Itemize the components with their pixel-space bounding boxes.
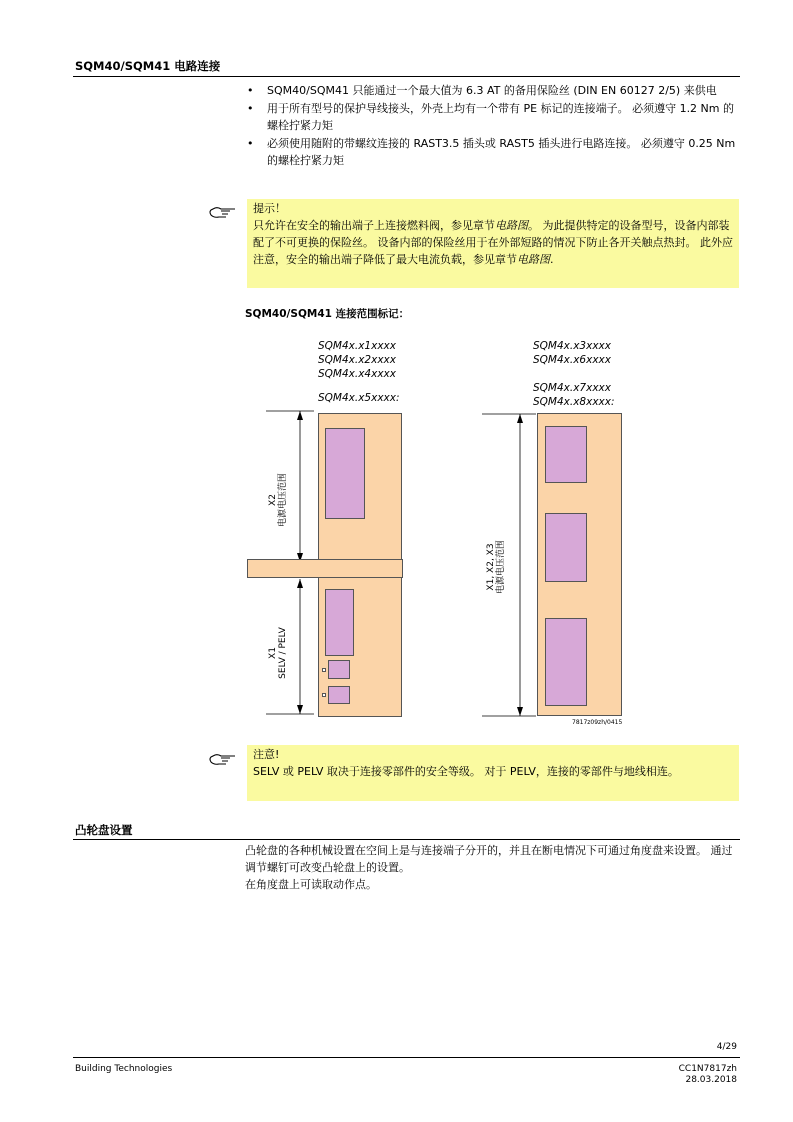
footer-rule [73,1057,740,1058]
right-model-list [533,339,615,409]
note-title: 注意! [253,748,280,761]
paragraph: 在角度盘上可读取动作点。 [245,878,377,891]
connector-pin [322,693,326,697]
list-item: • 必须使用随附的带螺纹连接的 RAST3.5 插头或 RAST5 插头进行电路连接。 必须遵守 0.25 Nm 的螺栓拧紧力矩 [245,135,740,169]
model-code: SQM4x.x1xxxx [318,340,396,352]
document-id: CC1N7817zh [678,1064,737,1074]
x2-range-label [268,450,290,550]
list-item: • SQM40/SQM41 只能通过一个最大值为 6.3 AT 的备用保险丝 (DIN EN 60127 2/5) 来供电 [245,82,740,99]
document-info [679,1064,737,1086]
model-code: SQM4x.x7xxxx [533,382,611,394]
x123-label: X1, X2, X3 [486,543,496,591]
figure-code: 7817z09zh/0415 [572,719,623,726]
x2-label: X2 [268,494,278,506]
x1-terminal-block [325,589,354,656]
section-rule [73,839,740,840]
hint-title: 提示！ [253,202,286,215]
x2-sublabel: 电源电压范围 [278,473,288,528]
x2-terminal-block [325,428,365,519]
x1-label: X1 [268,647,278,659]
note-box [247,745,739,801]
note-text: SELV 或 PELV 取决于连接零部件的安全等级。 对于 PELV，连接的零部件与地线相连。 [253,765,679,778]
company-name: Building Technologies [75,1064,173,1074]
document-date: 28.03.2018 [685,1075,737,1085]
hint-text: 。 为此提供特定的设备型号，设备内部装配了不可更换的保险丝。 设备内部的保险丝用于在外部短路的情况下防止各开关触点热封。 此外应注意，安全的输出端子降低了最大电流负载，参见章节 [253,219,733,266]
x123-sublabel: 电源电压范围 [496,540,506,595]
model-code: SQM4x.x2xxxx [318,354,396,366]
separator-bar [247,559,403,578]
hint-body [253,217,733,268]
hint-box [247,199,739,288]
paragraph: 凸轮盘的各种机械设置在空间上是与连接端子分开的，并且在断电情况下可通过角度盘来设置。 通过调节螺钉可改变凸轮盘上的设置。 [245,844,733,874]
hint-text: 只允许在安全的输出端子上连接燃料阀，参见章节 [253,219,495,232]
x1-range-label [268,603,290,703]
section-title: 凸轮盘设置 [75,823,133,837]
pointing-hand-icon [208,752,236,766]
header-rule [73,76,740,77]
terminal-block-x2 [545,513,587,582]
x1-small-connector [328,660,350,679]
model-code: SQM4x.x3xxxx [533,340,611,352]
list-item: • 用于所有型号的保护导线接头，外壳上均有一个带有 PE 标记的连接端子。 必须遵守 1.2 Nm 的螺栓拧紧力矩 [245,100,740,134]
x1-small-connector [328,686,350,704]
cam-section-body [245,842,740,893]
terminal-block-x1 [545,618,587,706]
connector-pin [322,668,326,672]
model-code: SQM4x.x8xxxx: [533,396,615,408]
x1-x2-x3-range-label [486,517,508,617]
requirements-list [245,82,740,170]
hint-reference-link: 电路图 [517,253,550,266]
pointing-hand-icon [208,205,236,219]
diagram-title: SQM40/SQM41 连接范围标记： [245,308,410,320]
hint-text: . [550,253,554,266]
model-code: SQM4x.x4xxxx [318,368,396,380]
terminal-block-x3 [545,426,587,483]
hint-reference-link: 电路图 [495,219,528,232]
model-code: SQM4x.x6xxxx [533,354,611,366]
page-header-title: SQM40/SQM41 电路连接 [75,59,221,73]
page-number: 4/29 [716,1042,737,1052]
x1-sublabel: SELV / PELV [278,627,288,679]
left-model-list [318,339,400,405]
model-code: SQM4x.x5xxxx: [318,392,400,404]
